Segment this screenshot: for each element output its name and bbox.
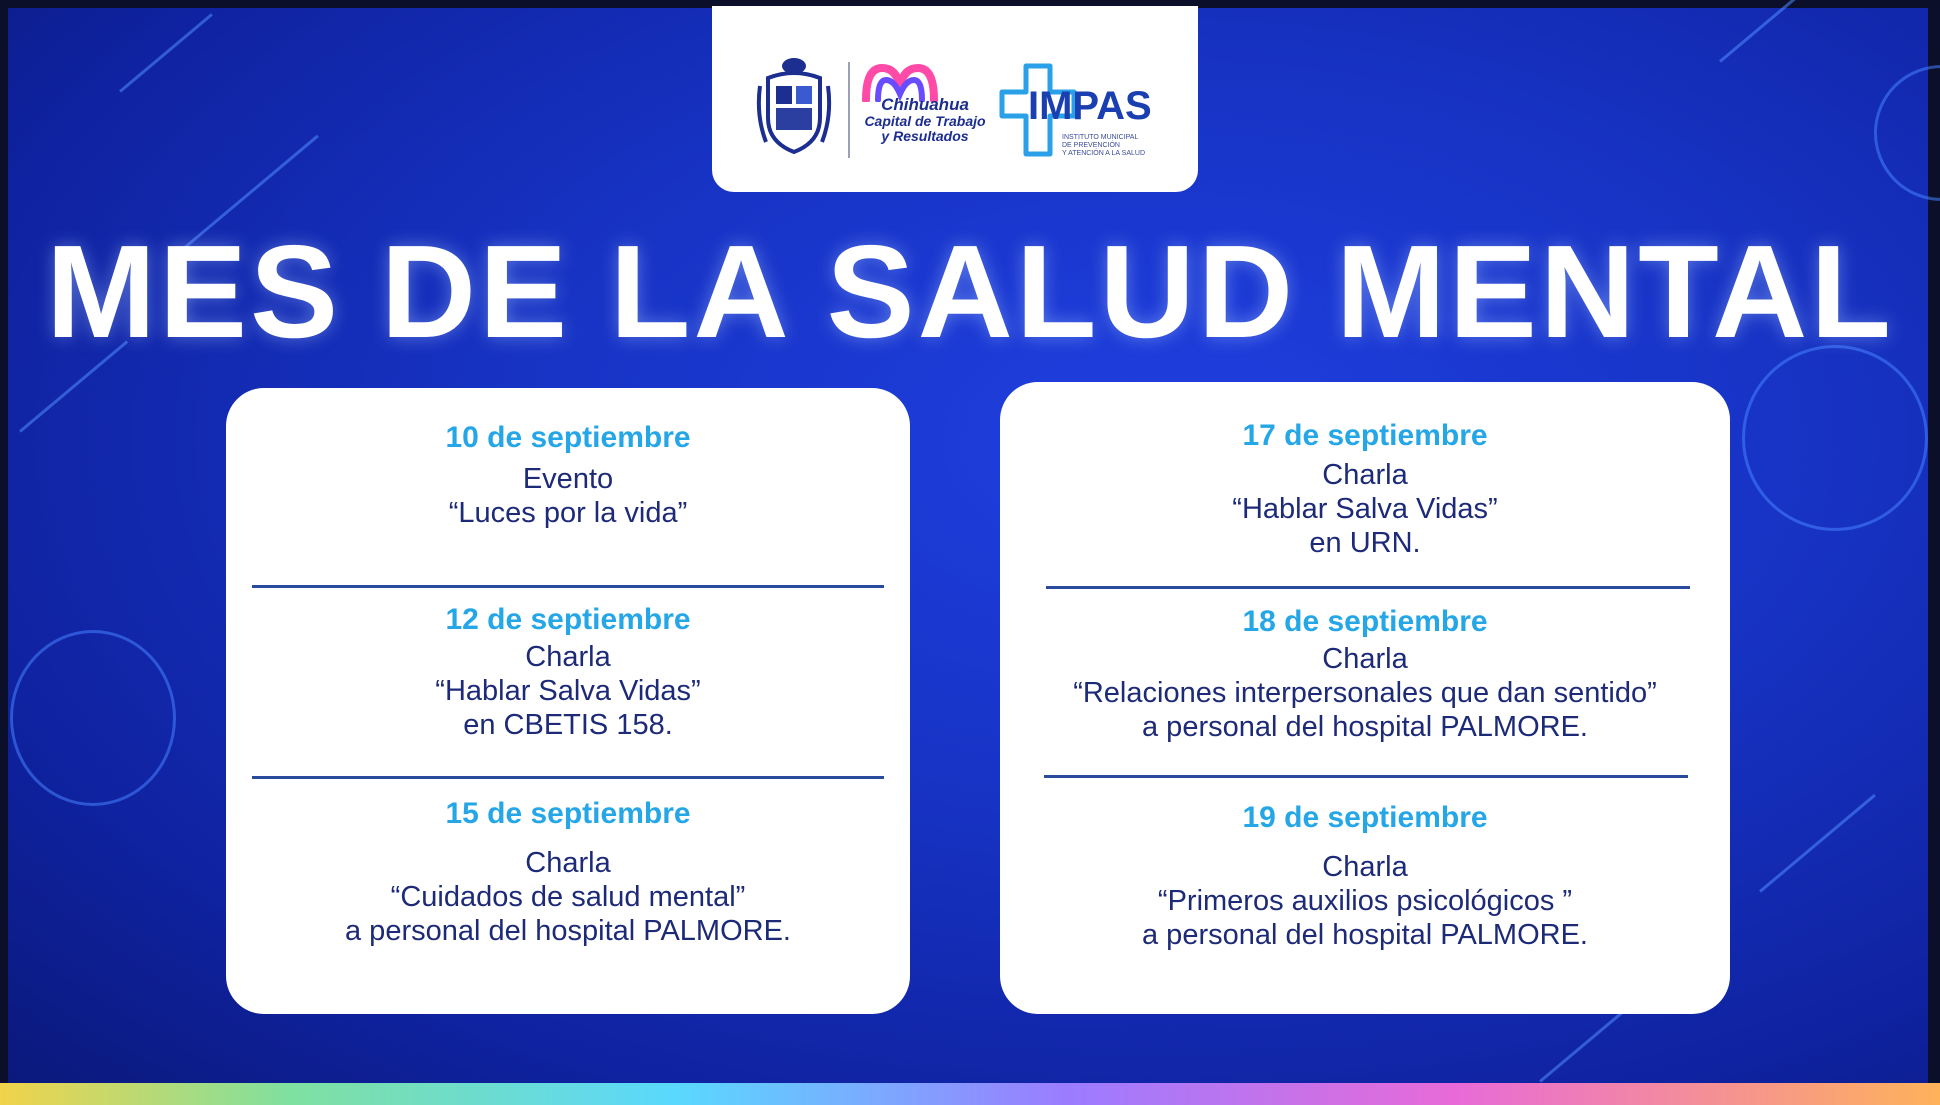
decorative-line bbox=[1719, 0, 1813, 63]
event-item bbox=[226, 796, 910, 948]
event-location: a personal del hospital PALMORE. bbox=[1142, 919, 1588, 951]
events-card-left bbox=[226, 388, 910, 1014]
color-gradient-strip bbox=[0, 1083, 1940, 1105]
event-date: 15 de septiembre bbox=[445, 797, 691, 830]
chihuahua-slogan-line: y Resultados bbox=[881, 128, 969, 144]
event-date: 17 de septiembre bbox=[1242, 419, 1488, 452]
event-item bbox=[226, 602, 910, 742]
event-title: “Relaciones interpersonales que dan sentido” bbox=[1073, 677, 1657, 709]
events-card-right bbox=[1000, 382, 1730, 1014]
chihuahua-coat-of-arms-icon bbox=[754, 56, 834, 160]
page-title: MES DE LA SALUD MENTAL bbox=[46, 218, 1894, 365]
event-separator bbox=[252, 776, 884, 779]
event-title: “Hablar Salva Vidas” bbox=[1232, 493, 1498, 525]
event-location: en CBETIS 158. bbox=[463, 709, 673, 741]
logo-divider bbox=[848, 62, 850, 158]
event-type: Charla bbox=[525, 847, 611, 879]
event-type: Charla bbox=[525, 641, 611, 673]
event-item bbox=[1000, 800, 1730, 952]
screen-bezel-left bbox=[0, 0, 8, 1105]
event-item bbox=[1000, 604, 1730, 744]
decorative-circle bbox=[10, 630, 176, 806]
decorative-line bbox=[1539, 1003, 1633, 1082]
event-separator bbox=[1044, 775, 1688, 778]
impas-subtitle-line: INSTITUTO MUNICIPAL bbox=[1062, 134, 1139, 141]
decorative-line bbox=[119, 13, 213, 92]
impas-subtitle-line: DE PREVENCIÓN bbox=[1062, 142, 1120, 149]
event-title: “Cuidados de salud mental” bbox=[390, 881, 746, 913]
decorative-line bbox=[1759, 794, 1876, 893]
event-separator bbox=[252, 585, 884, 588]
event-title: “Hablar Salva Vidas” bbox=[435, 675, 701, 707]
chihuahua-slogan-line: Capital de Trabajo bbox=[864, 113, 986, 129]
event-title: “Luces por la vida” bbox=[448, 497, 688, 529]
event-date: 19 de septiembre bbox=[1242, 801, 1488, 834]
event-location: a personal del hospital PALMORE. bbox=[1142, 711, 1588, 743]
event-item bbox=[1000, 418, 1730, 560]
event-separator bbox=[1046, 586, 1690, 589]
decorative-circle bbox=[1742, 345, 1928, 531]
event-type: Charla bbox=[1322, 851, 1408, 883]
impas-subtitle-line: Y ATENCIÓN A LA SALUD bbox=[1062, 150, 1145, 157]
event-type: Charla bbox=[1322, 643, 1408, 675]
impas-name: IMPAS bbox=[1028, 84, 1152, 128]
event-type: Charla bbox=[1322, 459, 1408, 491]
event-type: Evento bbox=[522, 463, 614, 495]
event-item bbox=[226, 420, 910, 530]
event-location: a personal del hospital PALMORE. bbox=[345, 915, 791, 947]
event-date: 18 de septiembre bbox=[1242, 605, 1488, 638]
chihuahua-slogan-line: Chihuahua bbox=[881, 95, 969, 114]
decorative-circle bbox=[1874, 65, 1940, 201]
impas-subtitle bbox=[1062, 134, 1174, 158]
event-date: 10 de septiembre bbox=[445, 421, 691, 454]
event-title: “Primeros auxilios psicológicos ” bbox=[1157, 885, 1573, 917]
chihuahua-slogan bbox=[860, 96, 990, 144]
event-location: en URN. bbox=[1309, 527, 1421, 559]
event-date: 12 de septiembre bbox=[445, 603, 691, 636]
